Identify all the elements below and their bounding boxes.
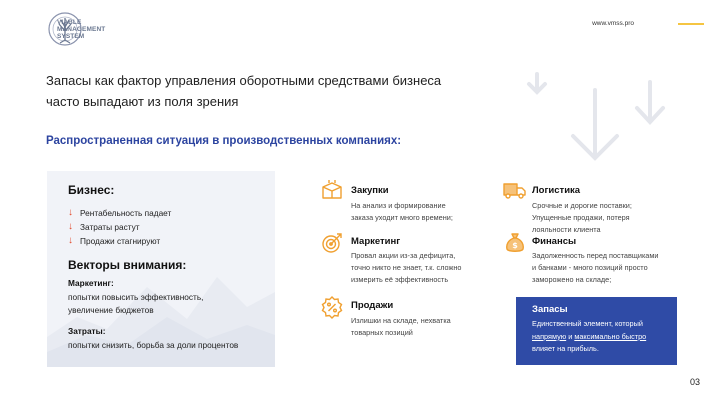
svg-text:$: $ <box>512 241 518 250</box>
url-underline-accent <box>678 23 704 25</box>
costs-text: попытки снизить, борьба за доли процентов <box>68 340 239 350</box>
logistics-title: Логистика <box>532 185 581 196</box>
box-icon <box>320 178 344 202</box>
subheading: Распространенная ситуация в производственных компаниях: <box>46 135 402 147</box>
marketing-label: Маркетинг: <box>68 278 114 288</box>
purchases-desc: На анализ и формирование заказа уходит много времени; <box>351 201 453 222</box>
inventory-highlight-box <box>516 297 677 365</box>
marketing-desc: Провал акции из-за дефицита, точно никто не знает, т.к. сложно измерить её эффективность <box>351 251 462 284</box>
list-item: ↓ Затраты растут <box>68 221 140 232</box>
finance-title: Финансы <box>532 236 577 247</box>
headline: Запасы как фактор управления оборотными средствами бизнеса часто выпадают из поля зрения <box>46 73 442 109</box>
business-title: Бизнес: <box>68 183 115 197</box>
page-number: 03 <box>690 377 701 387</box>
directly-link[interactable]: напрямую <box>532 331 567 341</box>
list-item: ↓ Рентабельность падает <box>68 207 172 218</box>
business-list <box>68 206 171 248</box>
truck-icon <box>503 178 527 202</box>
arrow-down-icon: ↓ <box>68 235 73 246</box>
target-icon <box>320 231 344 255</box>
marketing-title: Маркетинг <box>351 236 401 247</box>
costs-label: Затраты: <box>68 326 106 336</box>
inventory-title: Запасы <box>532 304 568 315</box>
logo <box>46 10 136 50</box>
inventory-text: Единственный элемент, который напрямую и максимально быстро влияет на прибыль. <box>532 319 647 353</box>
logistics-desc: Срочные и дорогие поставки; Упущенные продажи, потеря лояльности клиента <box>532 201 632 234</box>
list-item: ↓ Продажи стагнируют <box>68 235 161 246</box>
money-bag-icon <box>503 231 527 255</box>
logo-text: VIABLE MANAGEMENT SYSTEM <box>57 19 106 41</box>
sales-desc: Излишки на складе, нехватка товарных позиций <box>351 316 451 337</box>
finance-desc: Задолженность перед поставщиками и банками - много позиций просто заморожено на складе; <box>532 251 659 284</box>
arrow-down-icon: ↓ <box>68 221 73 232</box>
vectors-title: Векторы внимания: <box>68 258 187 272</box>
purchases-title: Закупки <box>351 185 389 196</box>
percent-icon <box>320 295 344 319</box>
sales-title: Продажи <box>351 300 394 311</box>
arrow-down-icon: ↓ <box>68 207 73 218</box>
decorative-arrows-icon <box>515 68 675 168</box>
fastest-link[interactable]: максимально быстро <box>574 331 647 341</box>
business-card <box>47 171 275 367</box>
site-url[interactable]: www.vmss.pro <box>592 20 634 27</box>
marketing-text: попытки повысить эффективность, увеличение бюджетов <box>68 292 204 315</box>
